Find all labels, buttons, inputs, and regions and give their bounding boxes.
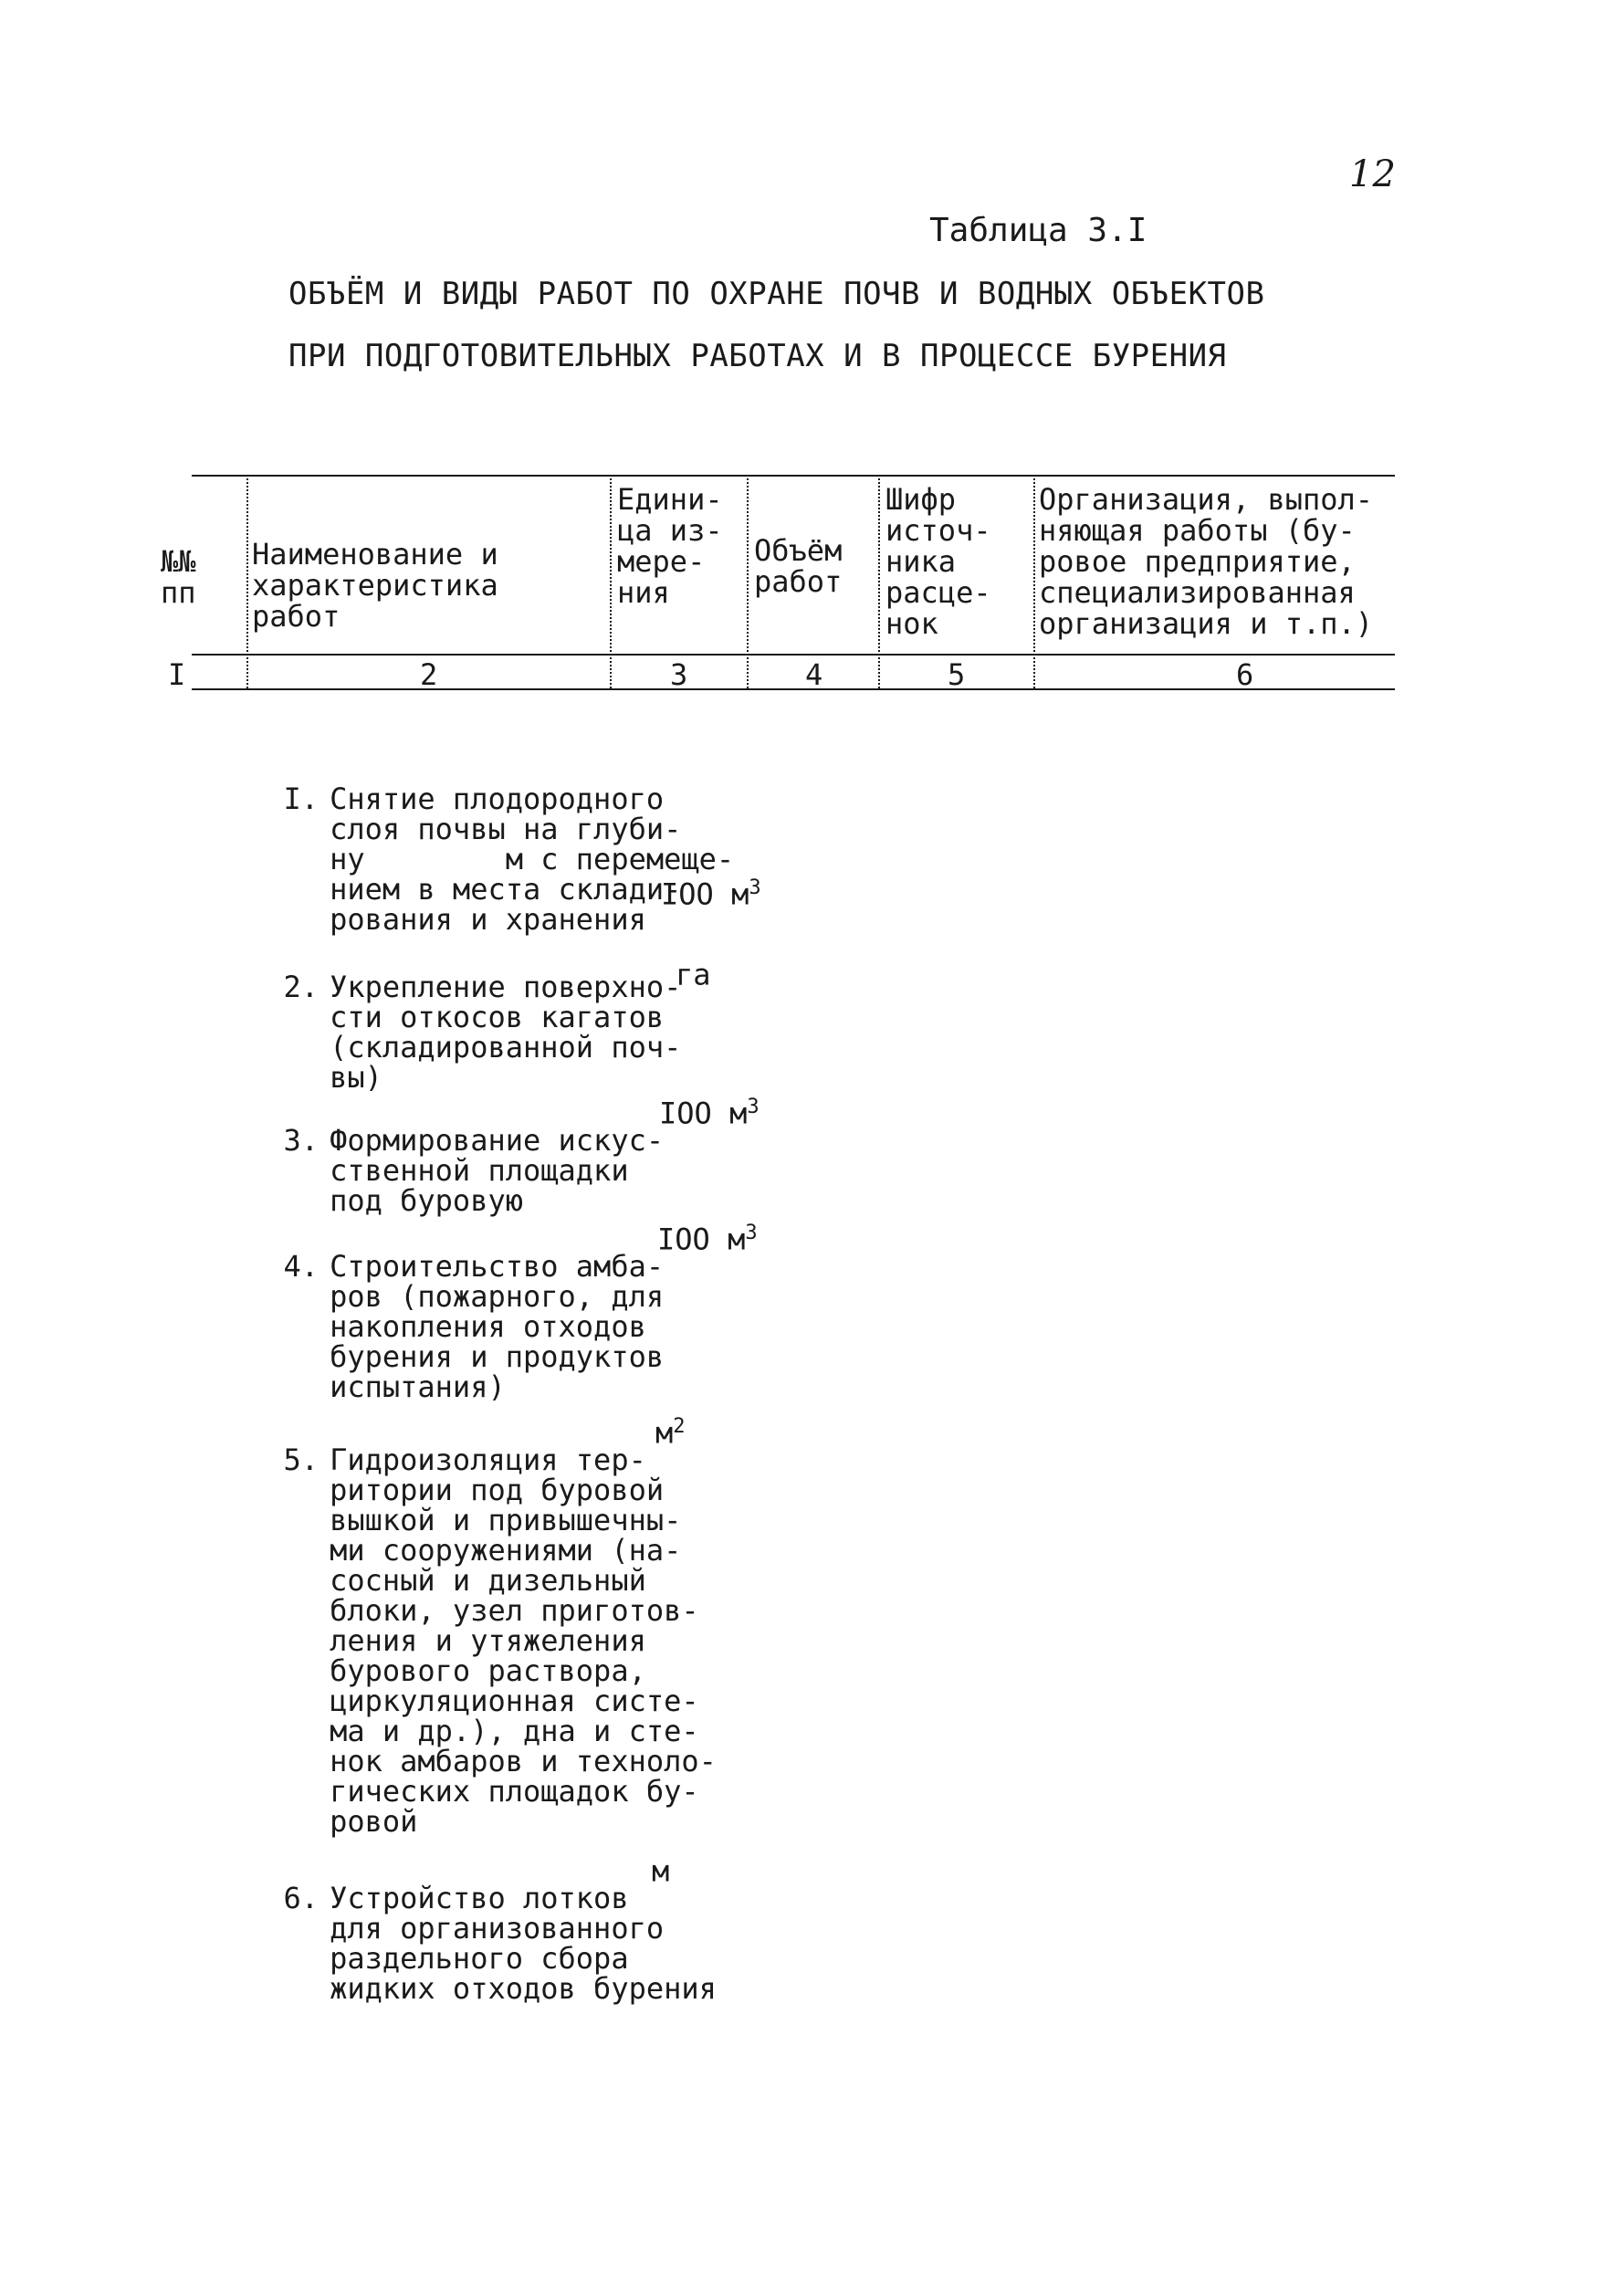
row-description: Устройство лотков для организованного раздельного сбора жидких отходов бурения <box>330 1881 717 2006</box>
table-row <box>188 1222 664 1432</box>
page-number: 12 <box>1349 153 1396 195</box>
col-separator <box>246 478 248 688</box>
row-unit: га <box>676 957 711 992</box>
table-row <box>188 1853 717 2034</box>
row-number: 4. <box>283 1249 320 1284</box>
column-number-3: 3 <box>670 657 688 692</box>
header-col-3: Едини- ца из- мере- ния <box>617 482 723 610</box>
header-col-2: Наименование и характеристика работ <box>252 537 498 634</box>
row-unit: IOO $м^3$ <box>659 1096 760 1131</box>
col-separator <box>747 478 749 688</box>
header-bottom-rule <box>192 688 1395 690</box>
column-number-1: I <box>168 657 186 692</box>
row-number: 5. <box>283 1442 320 1477</box>
table-title-line-2: ПРИ ПОДГОТОВИТЕЛЬНЫХ РАБОТАХ И В ПРОЦЕССЕ БУРЕНИЯ <box>288 338 1227 374</box>
table-caption: Таблица 3.I <box>929 212 1147 249</box>
table-row <box>188 1415 717 1867</box>
table-title-line-1: ОБЪЁМ И ВИДЫ РАБОТ ПО ОХРАНЕ ПОЧВ И ВОДНЫХ ОБЪЕКТОВ <box>288 276 1265 312</box>
row-unit: $м^2$ <box>655 1415 686 1451</box>
row-unit: IOO $м^3$ <box>661 876 761 912</box>
row-description: Строительство амба- ров (пожарного, для накопления отходов бурения и продуктов испытания) <box>330 1249 665 1404</box>
col-separator <box>878 478 880 688</box>
header-col-5: Шифр источ- ника расце- нок <box>885 482 991 641</box>
row-number: I. <box>283 782 320 816</box>
row-number: 2. <box>283 970 320 1004</box>
header-col-4: Объём работ <box>754 533 843 599</box>
column-number-6: 6 <box>1236 657 1254 692</box>
row-description: Формирование искус- ственной площадки под буровую <box>330 1123 665 1218</box>
column-number-5: 5 <box>948 657 966 692</box>
header-col-6: Организация, выпол- няющая работы (бу- ровое предприятие, специализированная организация и т.п.) <box>1039 482 1374 641</box>
col-separator <box>610 478 612 688</box>
header-col-1: №№ пп <box>161 544 196 610</box>
table-row <box>188 754 734 965</box>
row-number: 6. <box>283 1881 320 1915</box>
row-number: 3. <box>283 1123 320 1158</box>
row-unit: м <box>652 1853 670 1889</box>
col-separator <box>1033 478 1035 688</box>
row-description: Гидроизоляция тер- ритории под буровой вышкой и привышечны- ми сооружениями (на- сосный и дизельный блоки, узел приготов- ления и утяжеления бурового раствора, циркуляционная систе- ма и др.), дна и сте- нок амбаров и техноло- гических площадок бу- ровой <box>330 1442 717 1839</box>
column-number-4: 4 <box>805 657 823 692</box>
column-number-2: 2 <box>420 657 438 692</box>
row-description: Снятие плодородного слоя почвы на глуби- ну м с перемеще- нием в места склади- рования и хранения <box>330 782 735 937</box>
row-description: Укрепление поверхно- сти откосов кагатов (складированной поч- вы) <box>330 970 682 1095</box>
header-top-rule <box>192 475 1395 477</box>
row-unit: IOO $м^3$ <box>657 1222 758 1257</box>
header-mid-rule <box>192 654 1395 656</box>
